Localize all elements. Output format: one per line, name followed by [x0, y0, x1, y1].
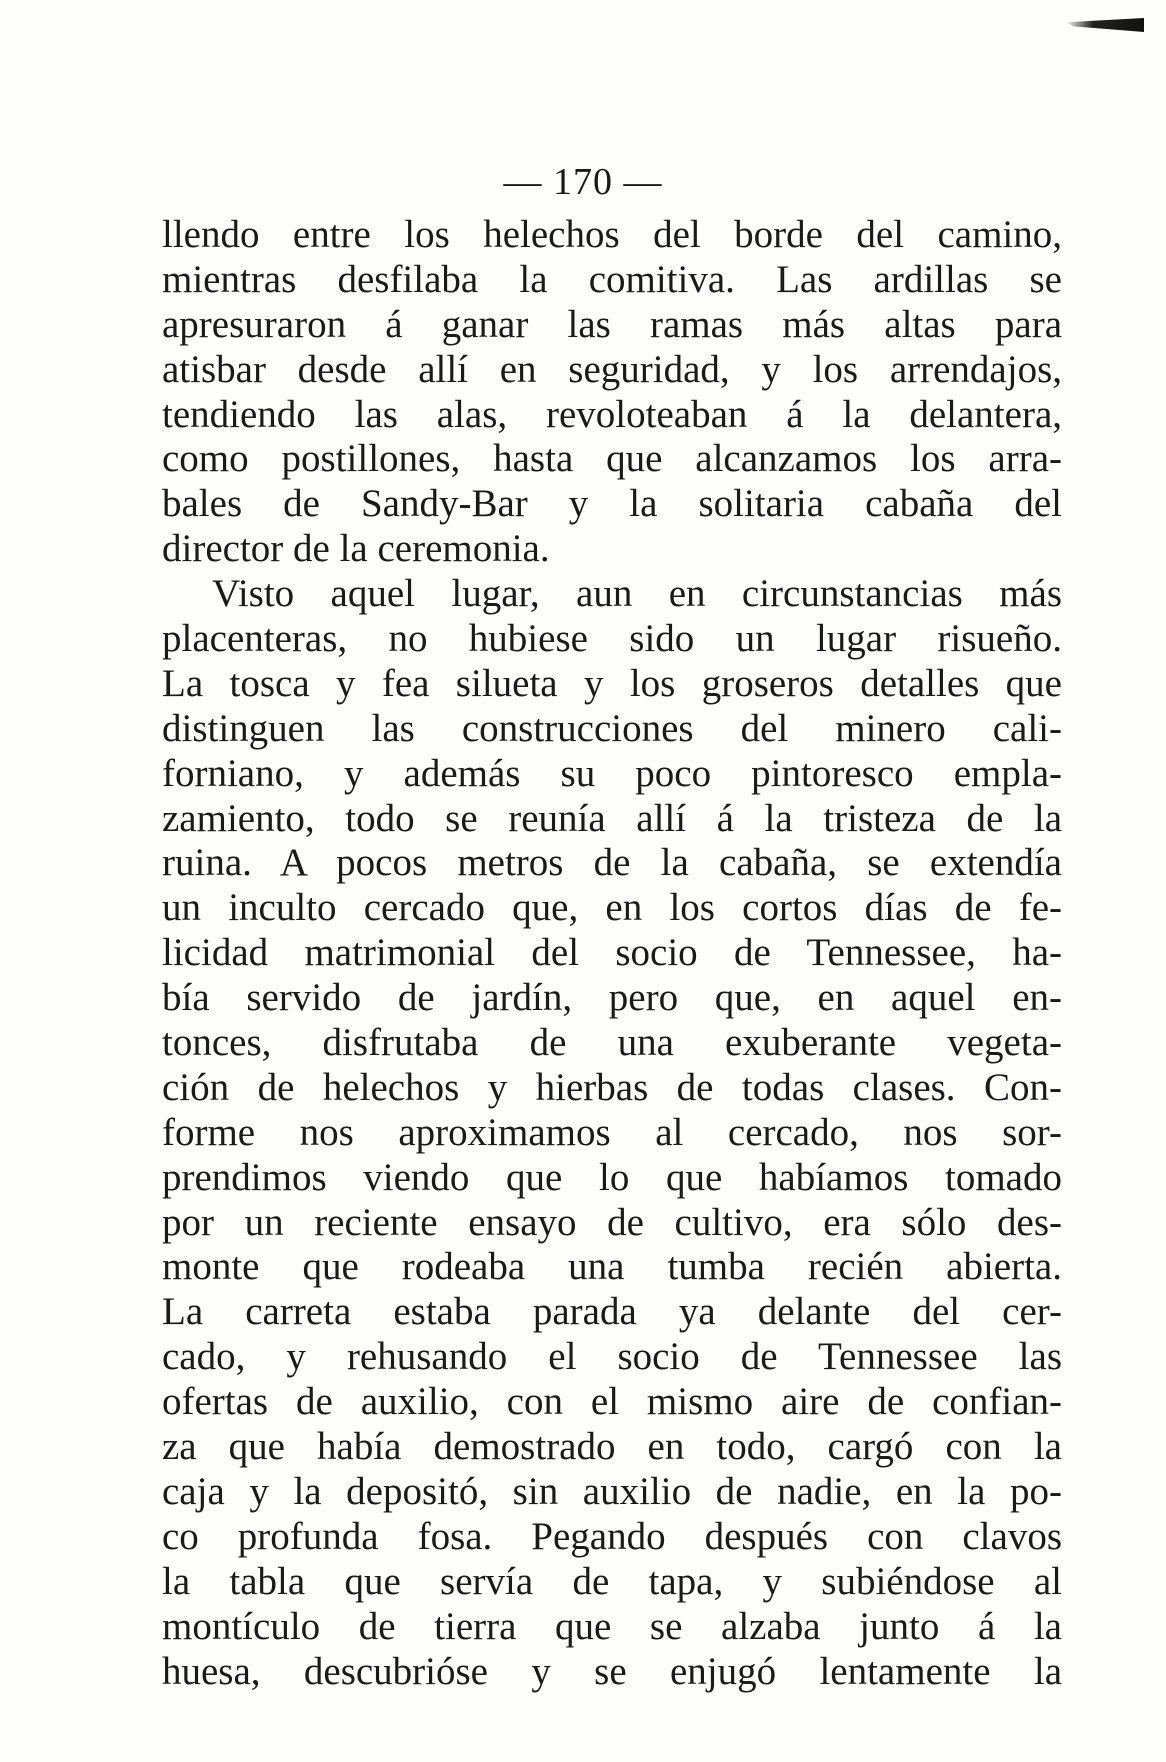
text-line: licidad matrimonial del socio de Tennessee, ha- — [162, 931, 1062, 975]
text-line: La carreta estaba parada ya delante del cer- — [162, 1290, 1062, 1334]
text-line: montículo de tierra que se alzaba junto á la — [162, 1604, 1062, 1648]
text-line: la tabla que servía de tapa, y subiéndose al — [162, 1559, 1062, 1603]
text-line: co profunda fosa. Pegando después con clavos — [162, 1514, 1062, 1558]
text-line: por un reciente ensayo de cultivo, era sólo des- — [162, 1200, 1062, 1244]
text-line: ción de helechos y hierbas de todas clases. Con- — [162, 1065, 1062, 1109]
text-line: placenteras, no hubiese sido un lugar risueño. — [162, 617, 1062, 661]
text-line: forniano, y además su poco pintoresco empla- — [162, 751, 1062, 795]
text-line: La tosca y fea silueta y los groseros detalles que — [162, 661, 1062, 705]
text-line: cado, y rehusando el socio de Tennessee las — [162, 1335, 1062, 1379]
text-line: caja y la depositó, sin auxilio de nadie, en la po- — [162, 1469, 1062, 1513]
text-line: atisbar desde allí en seguridad, y los arrendajos, — [162, 347, 1062, 391]
ink-mark-decoration — [1066, 18, 1144, 32]
text-line: monte que rodeaba una tumba recién abierta. — [162, 1245, 1062, 1289]
text-line: como postillones, hasta que alcanzamos los arra- — [162, 437, 1062, 481]
text-line: llendo entre los helechos del borde del camino, — [162, 213, 1062, 256]
text-line: huesa, descubrióse y se enjugó lentamente la — [162, 1649, 1062, 1693]
text-line: distinguen las construcciones del minero cali- — [162, 706, 1062, 750]
text-line: apresuraron á ganar las ramas más altas para — [162, 302, 1062, 346]
text-line: prendimos viendo que lo que habíamos tomado — [162, 1155, 1062, 1199]
text-line: za que había demostrado en todo, cargó con la — [162, 1425, 1062, 1469]
text-line: bía servido de jardín, pero que, en aquel en- — [162, 976, 1062, 1020]
text-line: bales de Sandy-Bar y la solitaria cabaña del — [162, 482, 1062, 526]
text-line: mientras desfilaba la comitiva. Las ardillas se — [162, 257, 1062, 301]
text-line: zamiento, todo se reunía allí á la tristeza de la — [162, 796, 1062, 840]
text-line: tonces, disfrutaba de una exuberante vegeta- — [162, 1021, 1062, 1065]
text-line: director de la ceremonia. — [162, 527, 550, 571]
page-body-text — [162, 213, 1062, 1694]
text-line: tendiendo las alas, revoloteaban á la delantera, — [162, 392, 1062, 436]
text-line: forme nos aproximamos al cercado, nos sor- — [162, 1110, 1062, 1154]
page-number: — 170 — — [503, 161, 663, 203]
text-line: un inculto cercado que, en los cortos días de fe- — [162, 886, 1062, 930]
text-line: ofertas de auxilio, con el mismo aire de confian- — [162, 1380, 1062, 1424]
text-line: Visto aquel lugar, aun en circunstancias más — [212, 572, 1062, 616]
text-line: ruina. A pocos metros de la cabaña, se extendía — [162, 841, 1062, 885]
